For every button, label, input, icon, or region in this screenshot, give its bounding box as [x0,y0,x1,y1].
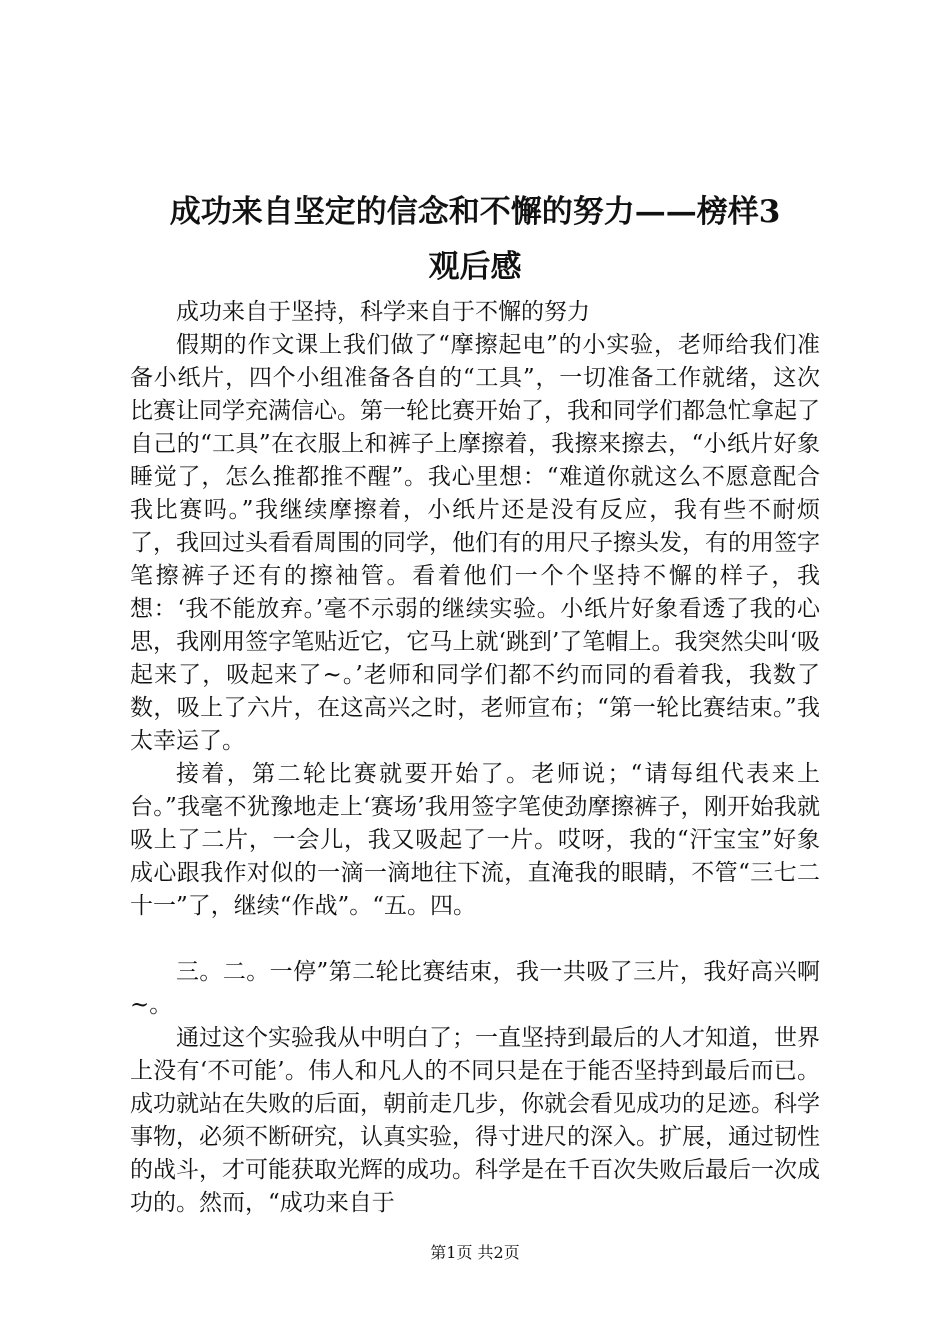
document-title-line-2: 观后感 [428,249,522,285]
paragraph-2: 假期的作文课上我们做了“摩擦起电”的小实验，老师给我们准备小纸片，四个小组准备各自的“工具”，一切准备工作就绪，这次比赛让同学充满信心。第一轮比赛开始了，我和同学们都急忙拿起了自己的“工具”在衣服上和裤子上摩擦着，我擦来擦去，“小纸片好象睡觉了，怎么推都推不醒”。我心里想：“难道你就这么不愿意配合我比赛吗。”我继续摩擦着，小纸片还是没有反应，我有些不耐烦了，我回过头看看周围的同学，他们有的用尺子擦头发，有的用签字笔擦裤子还有的擦袖管。看着他们一个个坚持不懈的样子，我想：‘我不能放弃。’毫不示弱的继续实验。小纸片好象看透了我的心思，我刚用签字笔贴近它，它马上就‘跳到’了笔帽上。我突然尖叫‘吸起来了，吸起来了~。’老师和同学们都不约而同的看着我，我数了数，吸上了六片，在这高兴之时，老师宣布；“第一轮比赛结束。”我太幸运了。 [130,332,820,754]
paragraph-3: 接着，第二轮比赛就要开始了。老师说；“请每组代表来上台。”我毫不犹豫地走上‘赛场’我用签字笔使劲摩擦裤子，刚开始我就吸上了二片，一会儿，我又吸起了一片。哎呀，我的“汗宝宝”好象成心跟我作对似的一滴一滴地往下流，直淹我的眼睛，不管“三七二十一”了，继续“作战”。“五。四。 [130,761,820,919]
document-title-line-1: 成功来自坚定的信念和不懈的努力——榜样3 [169,194,781,230]
paragraph-1: 成功来自于坚持，科学来自于不懈的努力 [176,299,590,325]
paragraph-4: 三。二。一停”第二轮比赛结束，我一共吸了三片，我好高兴啊~。 [130,959,820,1018]
paragraph-5: 通过这个实验我从中明白了；一直坚持到最后的人才知道，世界上没有‘不可能’。伟人和凡人的不同只是在于能否坚持到最后而已。成功就站在失败的后面，朝前走几步，你就会看见成功的足迹。科学事物，必须不断研究，认真实验，得寸进尺的深入。扩展，通过韧性的战斗，才可能获取光辉的成功。科学是在千百次失败后最后一次成功的。然而，“成功来自于 [130,1025,820,1216]
page-number-footer: 第1页 共2页 [430,1243,520,1262]
document-body [130,296,820,1220]
